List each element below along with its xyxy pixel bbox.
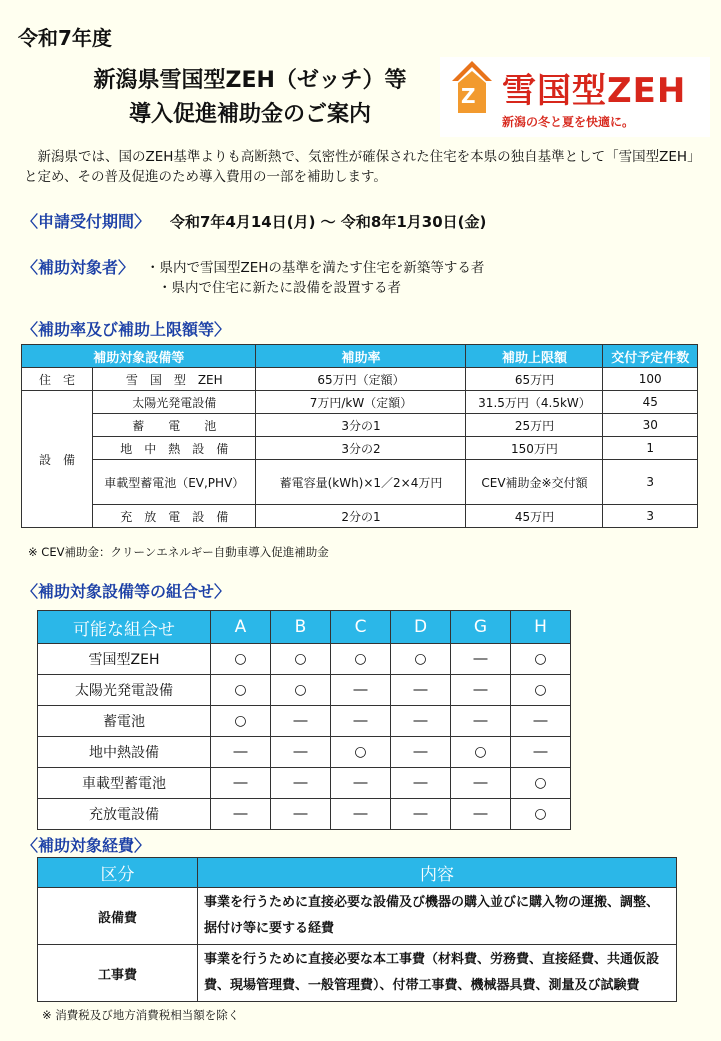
logo-text: 雪国型ZEH [502, 71, 687, 111]
cell: 31.5万円（4.5kW） [466, 391, 603, 414]
cost-description: 事業を行うために直接必要な本工事費（材料費、労務費、直接経費、共通仮設費、現場管理費、一般管理費）、付帯工事費、機械器具費、測量及び試験費 [198, 945, 677, 1002]
cell: 地 中 熱 設 備 [93, 437, 256, 460]
combo-mark: ― [391, 799, 451, 830]
rates-heading: 〈補助率及び補助上限額等〉 [22, 320, 231, 339]
cev-note: ※ CEV補助金：クリーンエネルギー自動車導入促進補助金 [28, 545, 329, 559]
combo-mark: ― [271, 799, 331, 830]
intro-text: 新潟県では、国のZEH基準よりも高断熱で、気密性が確保された住宅を本県の独自基準として「雪国型ZEH」と定め、その普及促進のため導入費用の一部を補助します。 [24, 149, 694, 185]
cell: 45 [603, 391, 698, 414]
combo-mark: ― [331, 768, 391, 799]
col-header: D [391, 611, 451, 644]
title-line-1: 新潟県雪国型ZEH（ゼッチ）等 [93, 68, 407, 93]
col-header: 補助率 [256, 345, 466, 368]
table-row [38, 675, 571, 706]
table-row [38, 888, 677, 945]
cell: 3分の1 [256, 414, 466, 437]
cell: 蓄電容量(kWh)×1／2×4万円 [256, 460, 466, 505]
rates-table [21, 344, 698, 528]
combos-heading: 〈補助対象設備等の組合せ〉 [22, 582, 231, 601]
table-row [22, 414, 698, 437]
target-item: ・県内で雪国型ZEHの基準を満たす住宅を新築等する者 [146, 260, 485, 276]
cell: CEV補助金※交付額 [466, 460, 603, 505]
cell: 65万円（定額） [256, 368, 466, 391]
cell: 車載型蓄電池（EV,PHV） [93, 460, 256, 505]
table-row [38, 737, 571, 768]
combo-mark: ― [391, 706, 451, 737]
table-header-row [22, 345, 698, 368]
combo-item-name: 蓄電池 [38, 706, 211, 737]
combo-item-name: 車載型蓄電池 [38, 768, 211, 799]
col-header: G [451, 611, 511, 644]
cell: 蓄 電 池 [93, 414, 256, 437]
cost-category: 工事費 [38, 945, 198, 1002]
col-header: 内容 [198, 858, 677, 888]
combos-body [38, 644, 571, 830]
table-header-row [38, 858, 677, 888]
combo-mark: ― [391, 737, 451, 768]
combo-mark: ― [211, 737, 271, 768]
cell: 1 [603, 437, 698, 460]
table-row [38, 706, 571, 737]
combo-mark: ― [211, 768, 271, 799]
cell: 45万円 [466, 505, 603, 528]
col-header: H [511, 611, 571, 644]
table-row [22, 505, 698, 528]
costs-table [37, 857, 677, 1002]
period-value: 令和7年4月14日(月) 〜 令和8年1月30日(金) [170, 213, 487, 231]
cell: 3 [603, 505, 698, 528]
svg-text:Z: Z [461, 84, 476, 108]
combo-mark: ― [331, 675, 391, 706]
costs-heading: 〈補助対象経費〉 [22, 836, 151, 855]
cell: 7万円/kW（定額） [256, 391, 466, 414]
col-header: 区分 [38, 858, 198, 888]
combo-mark: ○ [331, 737, 391, 768]
combo-mark: ― [451, 644, 511, 675]
cell: 65万円 [466, 368, 603, 391]
cost-category: 設備費 [38, 888, 198, 945]
tax-note: ※ 消費税及び地方消費税相当額を除く [42, 1008, 240, 1022]
targets-list [146, 258, 484, 298]
cost-description: 事業を行うために直接必要な設備及び機器の購入並びに購入物の運搬、調整、据付け等に要する経費 [198, 888, 677, 945]
combo-mark: ○ [211, 644, 271, 675]
cell: 30 [603, 414, 698, 437]
table-row [22, 460, 698, 505]
combo-item-name: 雪国型ZEH [38, 644, 211, 675]
house-zeh-icon [448, 59, 496, 115]
combo-mark: ○ [511, 799, 571, 830]
combo-mark: ○ [271, 675, 331, 706]
combo-mark: ― [451, 675, 511, 706]
cell: 雪 国 型 ZEH [93, 368, 256, 391]
combo-mark: ○ [451, 737, 511, 768]
col-header: A [211, 611, 271, 644]
table-header-row [38, 611, 571, 644]
combo-mark: ― [511, 706, 571, 737]
combo-mark: ― [451, 706, 511, 737]
col-header: 補助対象設備等 [22, 345, 256, 368]
cell: 3 [603, 460, 698, 505]
combo-mark: ― [331, 706, 391, 737]
col-header: B [271, 611, 331, 644]
title-line-2: 導入促進補助金のご案内 [128, 102, 371, 127]
logo-tagline: 新潟の冬と夏を快適に。 [502, 115, 635, 129]
combo-mark: ― [271, 768, 331, 799]
combo-mark: ○ [511, 644, 571, 675]
group-cell: 住 宅 [22, 368, 93, 391]
combos-table [37, 610, 571, 830]
combo-mark: ― [271, 737, 331, 768]
combo-mark: ― [211, 799, 271, 830]
table-row [22, 368, 698, 391]
table-row [22, 437, 698, 460]
table-row [38, 644, 571, 675]
cell: 充 放 電 設 備 [93, 505, 256, 528]
targets-heading: 〈補助対象者〉 [22, 258, 135, 277]
table-row [38, 945, 677, 1002]
combo-mark: ○ [271, 644, 331, 675]
target-item: ・県内で住宅に新たに設備を設置する者 [158, 280, 401, 296]
cell: 25万円 [466, 414, 603, 437]
combo-mark: ― [391, 768, 451, 799]
combo-item-name: 太陽光発電設備 [38, 675, 211, 706]
col-header: 可能な組合せ [38, 611, 211, 644]
table-row [38, 799, 571, 830]
combo-mark: ○ [211, 706, 271, 737]
combo-mark: ○ [511, 675, 571, 706]
combo-item-name: 地中熱設備 [38, 737, 211, 768]
page-title [60, 64, 440, 132]
combo-mark: ○ [331, 644, 391, 675]
combo-mark: ― [331, 799, 391, 830]
combo-mark: ― [451, 768, 511, 799]
combo-mark: ○ [511, 768, 571, 799]
cell: 150万円 [466, 437, 603, 460]
table-row [22, 391, 698, 414]
combo-mark: ― [451, 799, 511, 830]
combo-item-name: 充放電設備 [38, 799, 211, 830]
cell: 3分の2 [256, 437, 466, 460]
combo-mark: ― [271, 706, 331, 737]
cell: 太陽光発電設備 [93, 391, 256, 414]
combo-mark: ○ [211, 675, 271, 706]
combo-mark: ― [511, 737, 571, 768]
logo [440, 57, 710, 137]
fiscal-year: 令和7年度 [18, 26, 112, 50]
col-header: C [331, 611, 391, 644]
period-heading: 〈申請受付期間〉 [22, 212, 151, 231]
col-header: 補助上限額 [466, 345, 603, 368]
table-row [38, 768, 571, 799]
cell: 100 [603, 368, 698, 391]
col-header: 交付予定件数 [603, 345, 698, 368]
cell: 2分の1 [256, 505, 466, 528]
group-cell: 設 備 [22, 391, 93, 528]
combo-mark: ○ [391, 644, 451, 675]
combo-mark: ― [391, 675, 451, 706]
